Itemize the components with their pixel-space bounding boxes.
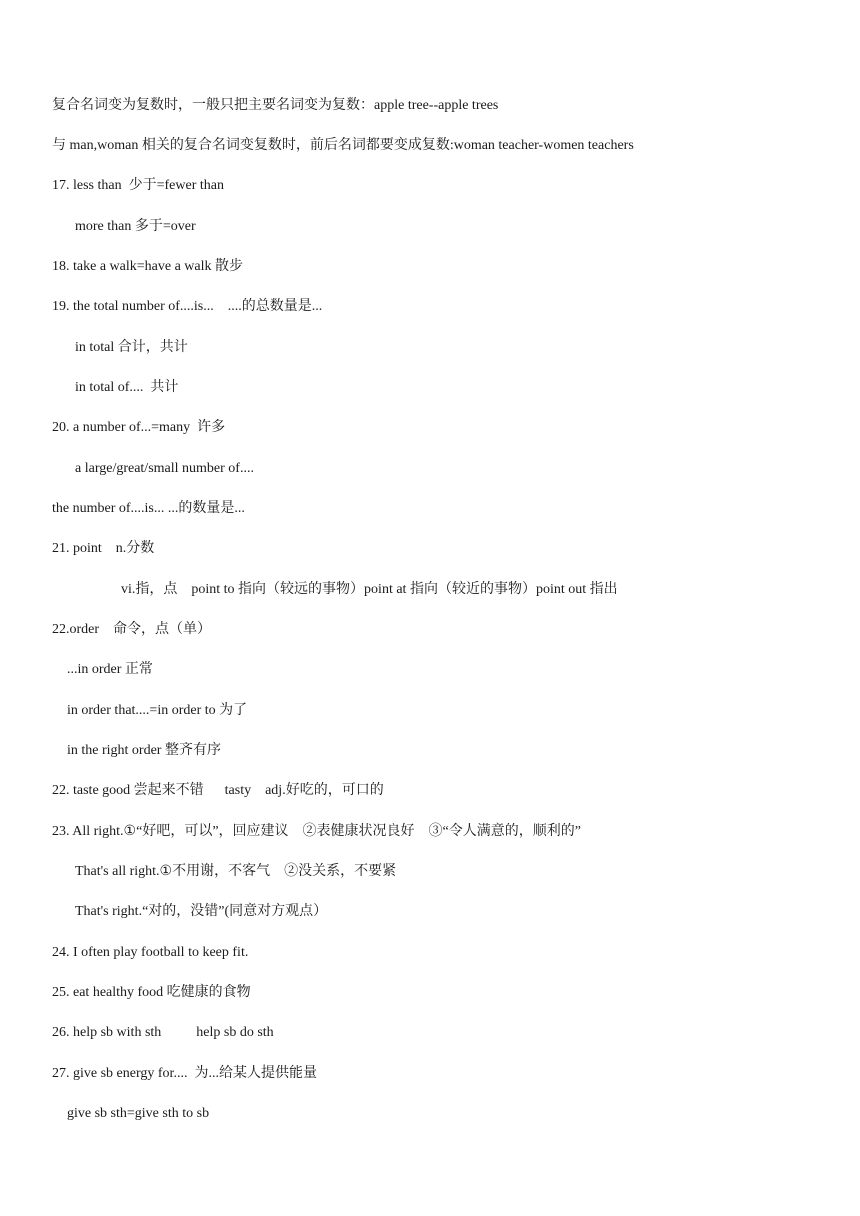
text-line: in order that....=in order to 为了 xyxy=(67,703,248,718)
text-line: 与 man,woman 相关的复合名词变复数时，前后名词都要变成复数:woman teacher-women teachers xyxy=(52,138,634,153)
text-line: 17. less than 少于=fewer than xyxy=(52,178,224,193)
text-line: 25. eat healthy food 吃健康的食物 xyxy=(52,985,251,1000)
text-line: 26. help sb with sth help sb do sth xyxy=(52,1025,274,1040)
text-line: in total 合计，共计 xyxy=(75,340,188,355)
text-line: 22. taste good 尝起来不错 tasty adj.好吃的，可口的 xyxy=(52,783,384,798)
text-line: a large/great/small number of.... xyxy=(75,461,254,476)
text-line: 19. the total number of....is... ....的总数量是... xyxy=(52,299,323,314)
text-line: That's all right.①不用谢，不客气 ②没关系，不要紧 xyxy=(75,864,397,879)
text-line: 23. All right.①“好吧，可以”，回应建议 ②表健康状况良好 ③“令人满意的，顺利的” xyxy=(52,824,581,839)
text-line: in total of.... 共计 xyxy=(75,380,179,395)
text-line: 复合名词变为复数时，一般只把主要名词变为复数：apple tree--apple trees xyxy=(52,98,499,113)
text-line: vi.指，点 point to 指向（较远的事物）point at 指向（较近的事物）point out 指出 xyxy=(121,582,618,597)
text-line: 21. point n.分数 xyxy=(52,541,155,556)
text-line: That's right.“对的，没错”(同意对方观点） xyxy=(75,904,328,919)
text-line: 27. give sb energy for.... 为...给某人提供能量 xyxy=(52,1066,317,1081)
text-line: 18. take a walk=have a walk 散步 xyxy=(52,259,243,274)
text-line: 20. a number of...=many 许多 xyxy=(52,420,226,435)
text-line: 22.order 命令，点（单） xyxy=(52,622,212,637)
text-line: in the right order 整齐有序 xyxy=(67,743,221,758)
text-line: the number of....is... ...的数量是... xyxy=(52,501,245,516)
text-line: 24. I often play football to keep fit. xyxy=(52,945,249,960)
text-line: give sb sth=give sth to sb xyxy=(67,1106,210,1121)
text-line: more than 多于=over xyxy=(75,219,196,234)
text-line: ...in order 正常 xyxy=(67,662,153,677)
